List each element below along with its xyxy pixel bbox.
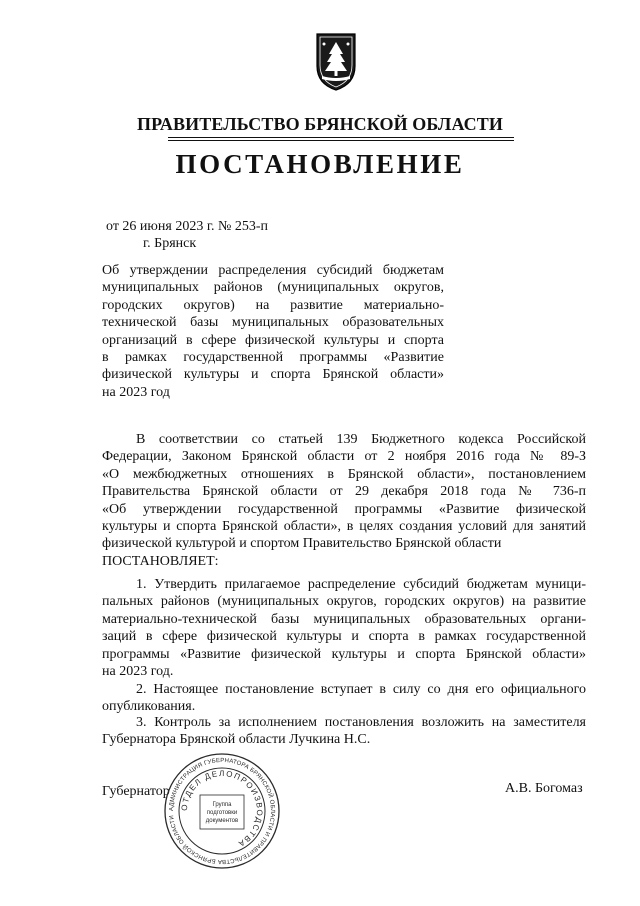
title-rule-thin bbox=[168, 140, 514, 141]
stamp-center-line: документов bbox=[205, 818, 239, 824]
stamp-ring-text: АДМИНИСТРАЦИЯ ГУБЕРНАТОРА БРЯНСКОЙ ОБЛАСТИ И ПРАВИТЕЛЬСТВА БРЯНСКОЙ ОБЛАСТИ bbox=[168, 757, 276, 865]
resolves-keyword: ПОСТАНОВЛЯЕТ: bbox=[102, 553, 219, 569]
subject-line: в рамках государственной программы «Развитие bbox=[102, 350, 444, 366]
paragraph-line: на 2023 год. bbox=[102, 664, 174, 680]
resolution-item-1 bbox=[102, 576, 586, 680]
stamp-inner-text: ОТДЕЛ ДЕЛОПРОИЗВОДСТВА bbox=[179, 768, 265, 849]
government-title: ПРАВИТЕЛЬСТВО БРЯНСКОЙ ОБЛАСТИ bbox=[137, 114, 503, 134]
paragraph-line: 1. Утвердить прилагаемое распределение субсидий бюджетам муници- bbox=[136, 577, 586, 592]
signatory-role: Губернатор bbox=[102, 784, 170, 799]
paragraph-line: заций в сфере физической культуры и спорта в рамках государственной bbox=[102, 629, 586, 645]
coat-of-arms-emblem bbox=[312, 30, 360, 92]
document-date-number: от 26 июня 2023 г. № 253-п bbox=[106, 219, 268, 234]
legal-basis-paragraph bbox=[102, 431, 586, 570]
paragraph-line: культуры и спорта Брянской области», в целях создания условий для занятий bbox=[102, 519, 586, 535]
subject-line: физической культуры и спорта Брянской области» bbox=[102, 367, 444, 383]
stamp-center-line: Группа bbox=[212, 802, 232, 808]
paragraph-line: Правительства Брянской области от 29 декабря 2018 года № 736-п bbox=[102, 484, 586, 500]
paragraph-line: «Об утверждении государственной программы «Развитие физической bbox=[102, 501, 586, 517]
paragraph-line: 3. Контроль за исполнением постановления возложить на заместителя bbox=[136, 715, 586, 730]
paragraph-line: опубликования. bbox=[102, 699, 196, 715]
stamp-center-line: подготовки bbox=[206, 810, 238, 816]
document-type-heading: ПОСТАНОВЛЕНИЕ bbox=[175, 149, 465, 179]
document-city: г. Брянск bbox=[143, 236, 197, 251]
subject-line: организаций в сфере физической культуры и спорта bbox=[102, 332, 444, 348]
paragraph-line: программы «Развитие физической культуры и спорта Брянской области» bbox=[102, 646, 586, 662]
office-stamp bbox=[163, 752, 281, 870]
subject-line: муниципальных районов (муниципальных округов, bbox=[102, 280, 444, 296]
signatory-name: А.В. Богомаз bbox=[505, 781, 583, 796]
subject-line: технической базы муниципальных образовательных bbox=[102, 315, 444, 331]
paragraph-line: 2. Настоящее постановление вступает в силу со дня его официального bbox=[136, 682, 586, 697]
subject-line: городских округов) на развитие материально- bbox=[102, 297, 444, 313]
paragraph-line: «О межбюджетных отношениях в Брянской области», постановлением bbox=[102, 466, 586, 482]
paragraph-line: Губернатора Брянской области Лучкина Н.С. bbox=[102, 732, 371, 748]
resolution-item-3 bbox=[102, 714, 586, 749]
document-subject bbox=[102, 262, 444, 401]
paragraph-line: физической культурой и спортом Правительство Брянской области bbox=[102, 536, 502, 552]
paragraph-line: материально-технической базы муниципальных образовательных органи- bbox=[102, 611, 586, 627]
subject-line: Об утверждении распределения субсидий бюджетам bbox=[102, 263, 444, 278]
title-rule bbox=[168, 137, 514, 138]
paragraph-line: В соответствии со статьей 139 Бюджетного кодекса Российской bbox=[136, 432, 586, 447]
subject-line: на 2023 год bbox=[102, 384, 170, 400]
paragraph-line: Федерации, Законом Брянской области от 2 ноября 2016 года № 89-З bbox=[102, 449, 586, 465]
paragraph-line: пальных районов (муниципальных округов, городских округов) на развитие bbox=[102, 594, 586, 610]
resolution-item-2 bbox=[102, 681, 586, 716]
